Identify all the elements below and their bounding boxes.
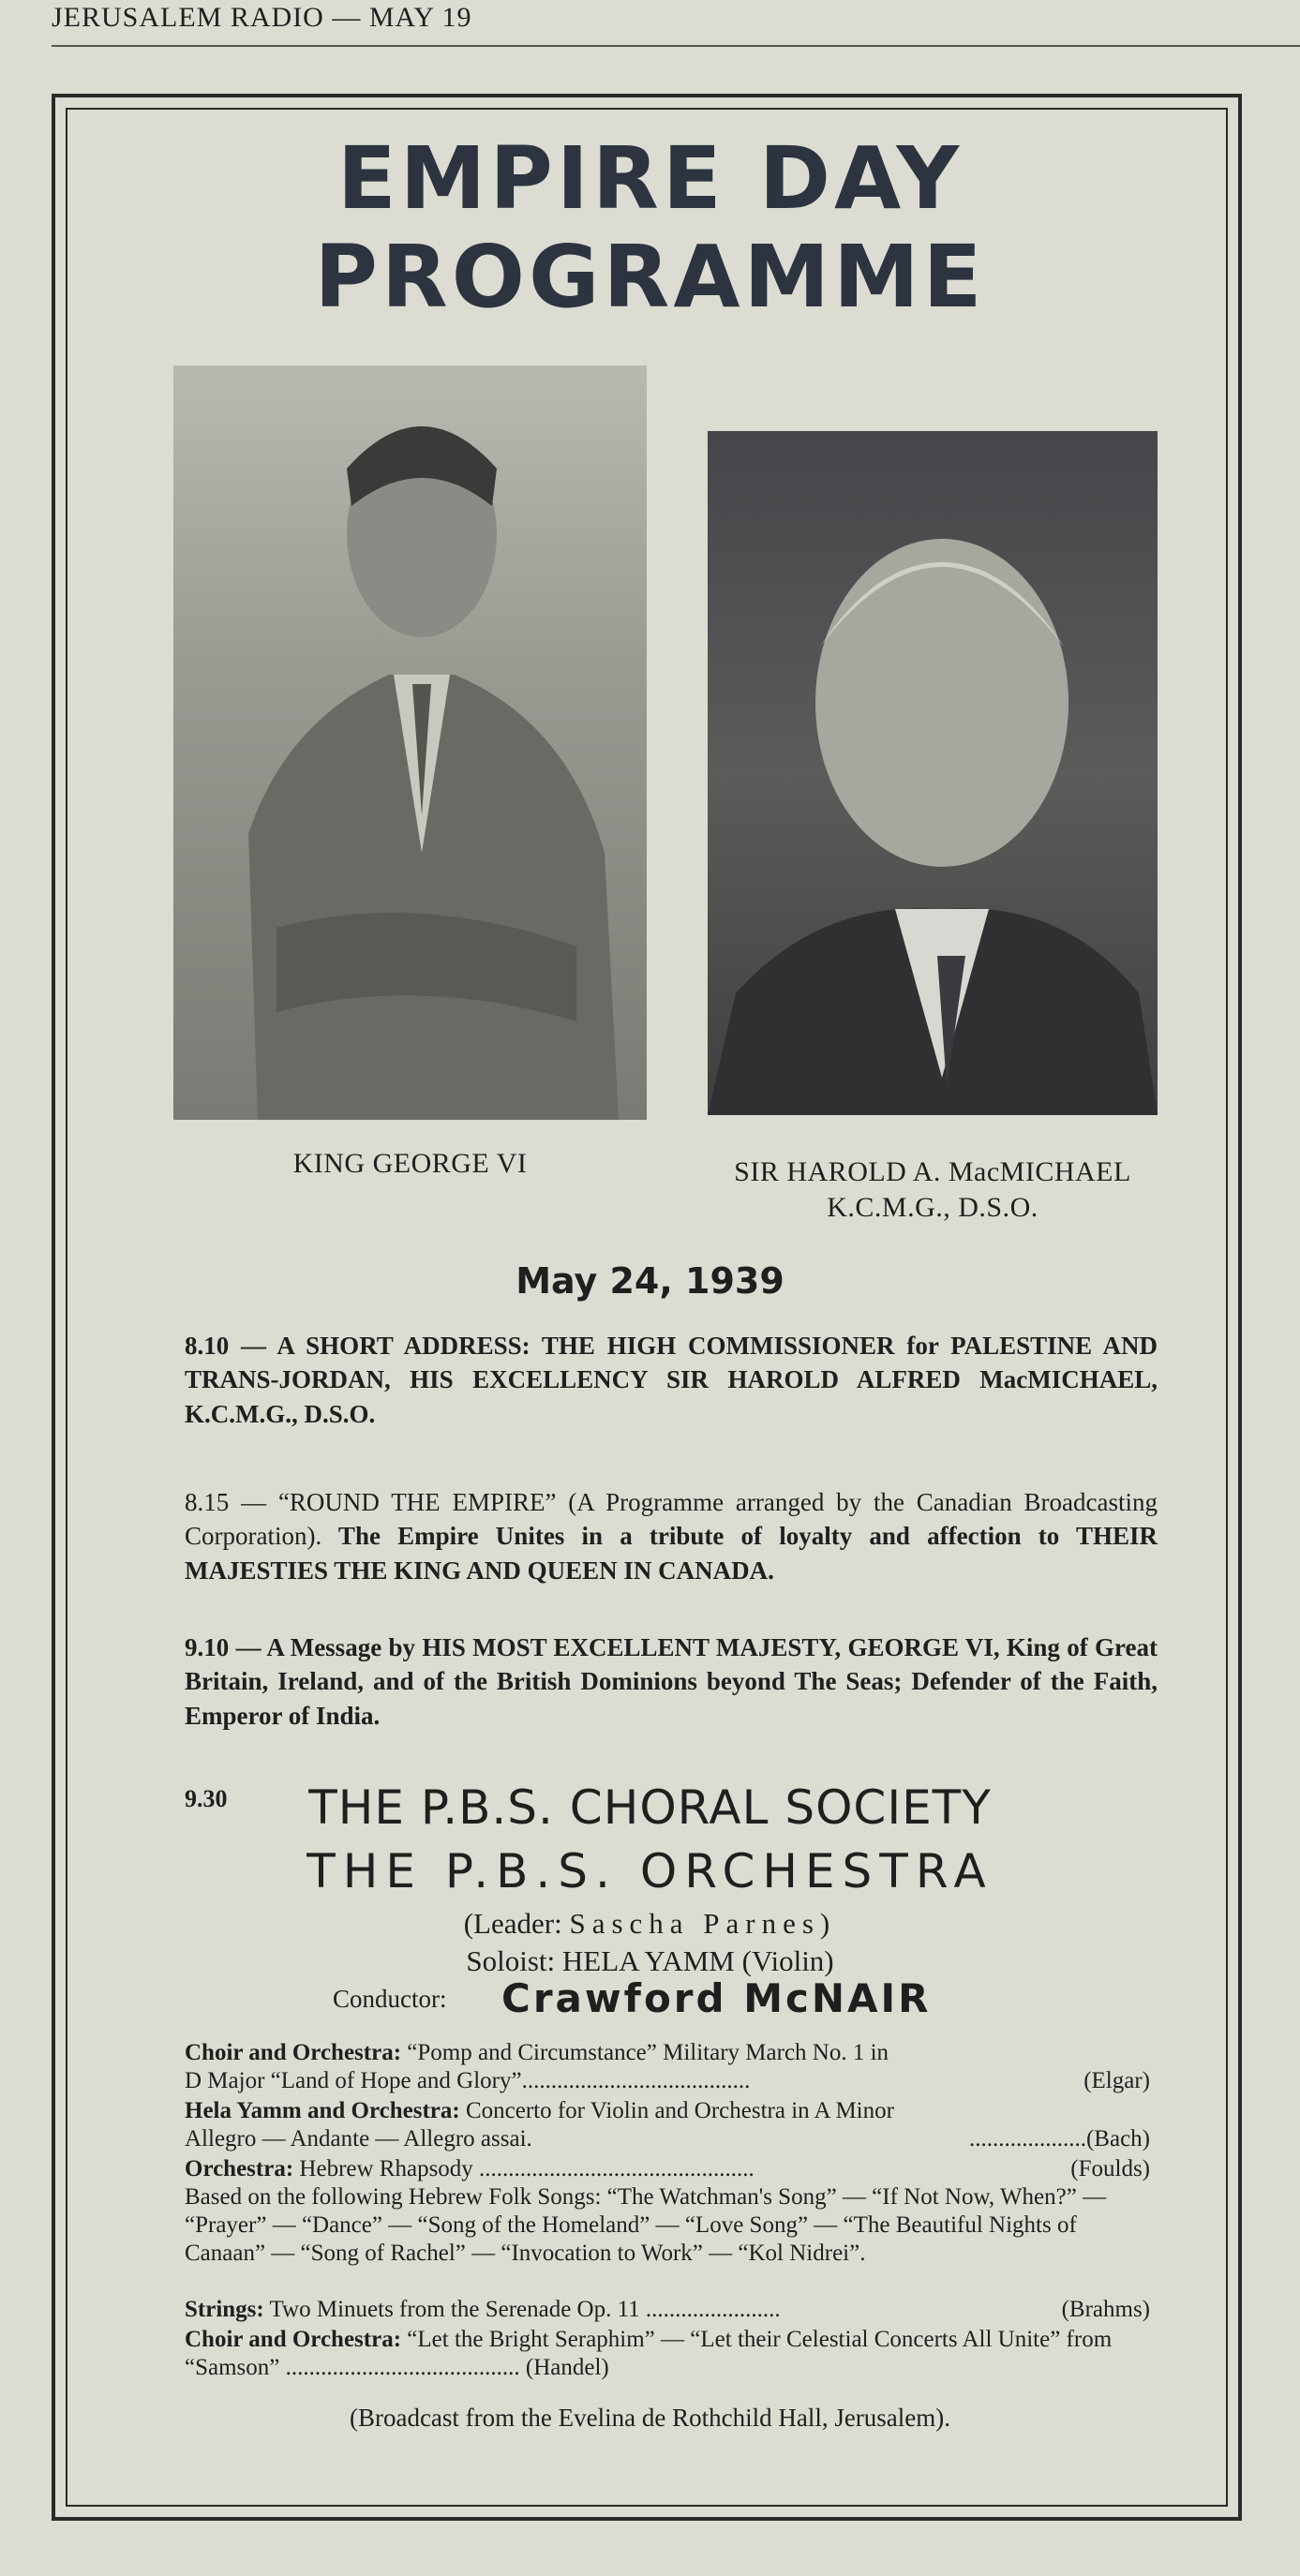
programme-composer: (Handel) — [525, 2355, 609, 2380]
programme-text: Hebrew Rhapsody ............................................... — [293, 2156, 755, 2181]
soloist-line: Soloist: HELA YAMM (Violin) — [466, 1944, 834, 1977]
programme-folk-songs: Based on the following Hebrew Folk Songs: “The Watchman's Song” — “If Not Now, When?” — “Prayer” — “Dance” — “Song of the Homeland” — “Love Song” — “The Beautiful Nights of Canaan” — “Song of Rachel” — “Invocation to Work” — “Kol Nidrei”. — [185, 2184, 1107, 2266]
sir-harold-caption-line2: K.C.M.G., D.S.O. — [827, 1191, 1039, 1223]
leader-prefix: (Leader: — [463, 1907, 562, 1940]
programme-text: “Pomp and Circumstance” Military March No. 1 in — [401, 2040, 889, 2065]
broadcast-note: (Broadcast from the Evelina de Rothchild Hall, Jerusalem). — [349, 2404, 951, 2432]
programme-text: “Let the Bright Seraphim” — “Let their Celestial Concerts All Unite” from “Samson” ........................................ — [185, 2327, 1113, 2380]
programme-item-foulds — [185, 2155, 1150, 2268]
programme-item-brahms — [185, 2296, 1150, 2324]
leader-line — [0, 1907, 1300, 1941]
item-8-10: 8.10 — A SHORT ADDRESS: THE HIGH COMMISSIONER for PALESTINE AND TRANS-JORDAN, HIS EXCELLENCY SIR HAROLD ALFRED MacMICHAEL, K.C.M.G., D.S.O. — [185, 1332, 1158, 1428]
title-line-2: PROGRAMME — [314, 227, 986, 327]
programme-item-bach — [185, 2097, 1150, 2153]
sir-harold-caption-line1: SIR HAROLD A. MacMICHAEL — [734, 1156, 1131, 1187]
concert-time: 9.30 — [185, 1785, 228, 1812]
programme-date: May 24, 1939 — [516, 1260, 784, 1302]
item-8-15 — [185, 1485, 1158, 1587]
orchestra-heading: THE P.B.S. ORCHESTRA — [306, 1844, 994, 1898]
programme-composer: (Elgar) — [1083, 2068, 1150, 2093]
conductor-label: Conductor: — [333, 1985, 447, 2013]
item-8-15-tribute: The Empire Unites in a tribute of loyalty and affection to THEIR MAJESTIES THE KING AND QUEEN IN CANADA. — [185, 1522, 1158, 1585]
page-header: JERUSALEM RADIO — MAY 19 — [52, 2, 472, 33]
programme-label: Strings: — [185, 2297, 264, 2322]
header-rule — [52, 45, 1300, 47]
programme-item-elgar — [185, 2039, 1150, 2095]
conductor-name: Crawford McNAIR — [501, 1975, 932, 2021]
king-caption: KING GEORGE VI — [292, 1148, 528, 1179]
sir-harold-portrait-image — [708, 431, 1158, 1115]
programme-label: Hela Yamm and Orchestra: — [185, 2098, 460, 2123]
king-portrait-image — [173, 365, 647, 1120]
programme-text: Concerto for Violin and Orchestra in A Minor — [459, 2098, 894, 2123]
item-9-10: 9.10 — A Message by HIS MOST EXCELLENT MAJESTY, GEORGE VI, King of Great Britain, Ireland, and of the British Dominions beyond The Seas; Defender of the Faith, Emperor of India. — [185, 1633, 1158, 1730]
programme-composer: (Foulds) — [1070, 2156, 1150, 2181]
programme-composer: (Brahms) — [1061, 2297, 1150, 2322]
choral-society-heading: THE P.B.S. CHORAL SOCIETY — [308, 1780, 992, 1835]
programme-text-line2: D Major “Land of Hope and Glory”....................................... — [185, 2068, 751, 2093]
programme-label: Choir and Orchestra: — [185, 2327, 402, 2352]
title-line-1: EMPIRE DAY — [336, 128, 964, 229]
programme-text: Two Minuets from the Serenade Op. 11 ....................... — [263, 2297, 781, 2322]
programme-text-line2: Allegro — Andante — Allegro assai. — [185, 2126, 532, 2152]
programme-label: Choir and Orchestra: — [185, 2040, 402, 2065]
item-8-15-intro: 8.15 — “ROUND THE EMPIRE” (A Programme arranged by the Canadian Broadcasting Corporation). — [185, 1488, 1158, 1551]
programme-composer: ....................(Bach) — [968, 2126, 1150, 2152]
programme-item-handel — [185, 2326, 1150, 2382]
sir-harold-caption — [675, 1154, 1190, 1225]
leader-name: Sascha Parnes) — [569, 1907, 837, 1940]
programme-label: Orchestra: — [185, 2156, 294, 2181]
